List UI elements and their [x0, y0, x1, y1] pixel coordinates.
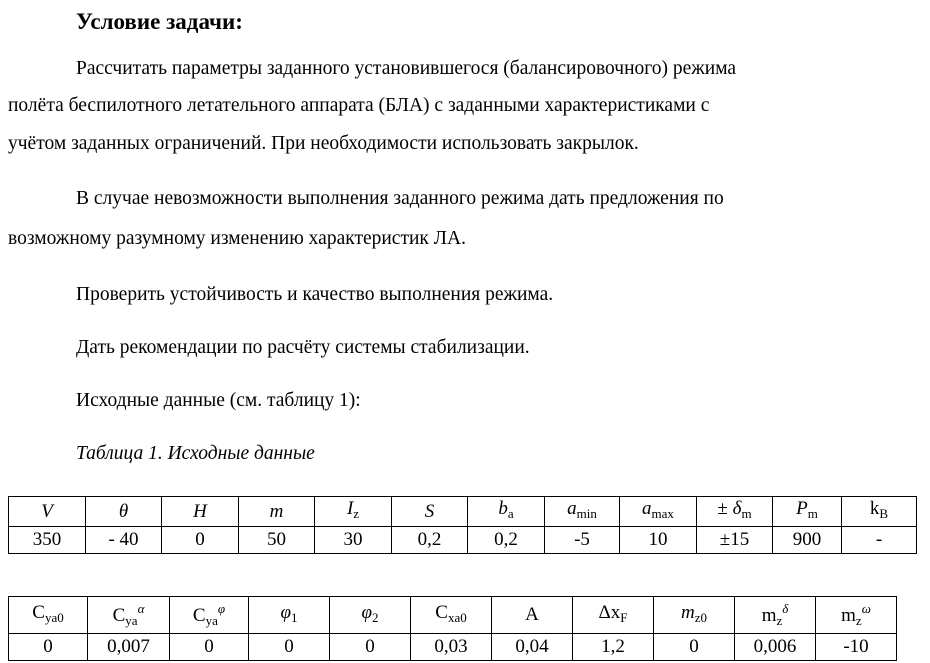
value-cell: 0,03 — [411, 634, 492, 661]
value-cell: -10 — [816, 634, 897, 661]
symbol-subscript: ya0 — [44, 609, 64, 625]
symbol: C — [112, 605, 126, 626]
paragraph-1-line-2: полёта беспилотного летательного аппарата (БЛА) с заданными характеристиками с — [8, 95, 710, 116]
value-cell: 10 — [620, 527, 697, 554]
symbol: θ — [118, 500, 129, 522]
value-cell: 0,2 — [468, 527, 545, 554]
paragraph-4: Дать рекомендации по расчёту системы стабилизации. — [76, 337, 530, 358]
symbol: a — [567, 498, 577, 519]
table-caption: Таблица 1. Исходные данные — [76, 443, 315, 464]
header-cell — [392, 497, 468, 527]
header-cell — [545, 497, 620, 527]
symbol-superscript: ω — [861, 601, 871, 616]
symbol-subscript: min — [576, 506, 597, 521]
input-data-table-2 — [8, 596, 897, 661]
header-cell — [411, 597, 492, 634]
value-cell: 0,006 — [735, 634, 816, 661]
header-cell — [573, 597, 654, 634]
header-cell — [9, 597, 88, 634]
header-cell — [239, 497, 315, 527]
paragraph-5: Исходные данные (см. таблицу 1): — [76, 390, 361, 411]
paragraph-1-line-1: Рассчитать параметры заданного установившегося (балансировочного) режима — [76, 58, 737, 79]
symbol: A — [525, 604, 539, 625]
symbol: S — [424, 500, 435, 522]
symbol-subscript: max — [651, 506, 674, 521]
value-cell: 0 — [9, 634, 88, 661]
symbol-subscript: z — [855, 613, 862, 628]
symbol: P — [796, 498, 808, 519]
header-cell — [654, 597, 735, 634]
value-cell: - — [842, 527, 917, 554]
symbol: C — [32, 601, 45, 623]
value-cell: - 40 — [86, 527, 162, 554]
header-cell — [842, 497, 917, 527]
header-cell — [468, 497, 545, 527]
symbol: φ — [361, 601, 372, 623]
header-cell — [330, 597, 411, 634]
header-cell — [249, 597, 330, 634]
symbol: m — [269, 500, 284, 522]
symbol-subscript: F — [620, 609, 628, 625]
value-cell: 0 — [170, 634, 249, 661]
value-cell: -5 — [545, 527, 620, 554]
header-cell — [492, 597, 573, 634]
paragraph-3: Проверить устойчивость и качество выполнения режима. — [76, 284, 554, 305]
value-cell: 50 — [239, 527, 315, 554]
symbol: m — [680, 601, 695, 623]
value-cell: 350 — [9, 527, 86, 554]
header-cell — [88, 597, 170, 634]
header-cell — [9, 497, 86, 527]
value-cell: 0 — [162, 527, 239, 554]
value-cell: ±15 — [697, 527, 773, 554]
header-cell — [162, 497, 239, 527]
symbol: δ — [732, 498, 742, 519]
symbol-subscript: 2 — [372, 609, 379, 625]
symbol-subscript: a — [507, 506, 514, 521]
symbol: H — [193, 500, 207, 522]
value-cell: 0 — [330, 634, 411, 661]
value-cell: 0,2 — [392, 527, 468, 554]
header-cell — [773, 497, 842, 527]
symbol: C — [435, 601, 448, 623]
symbol: a — [642, 498, 652, 519]
symbol: m — [761, 605, 777, 626]
paragraph-2-line-1: В случае невозможности выполнения заданного режима дать предложения по — [76, 188, 724, 209]
symbol-subscript: z0 — [694, 609, 707, 625]
symbol-subscript: xa0 — [447, 609, 467, 625]
symbol-subscript: 1 — [291, 609, 298, 625]
input-data-table-1 — [8, 496, 917, 554]
value-cell: 0,007 — [88, 634, 170, 661]
paragraph-1-line-3: учётом заданных ограничений. При необходимости использовать закрылок. — [8, 133, 639, 154]
symbol: Δx — [598, 601, 621, 623]
symbol-superscript: δ — [782, 601, 789, 616]
symbol-subscript: m — [741, 506, 752, 521]
table-2-value-row — [9, 634, 897, 661]
symbol: m — [841, 605, 856, 626]
table-1-value-row — [9, 527, 917, 554]
value-cell: 1,2 — [573, 634, 654, 661]
symbol: I — [346, 498, 354, 519]
paragraph-2-line-2: возможному разумному изменению характеристик ЛА. — [8, 228, 466, 249]
table-2-header-row — [9, 597, 897, 634]
symbol-prefix: ± — [717, 498, 733, 519]
symbol-superscript: α — [137, 601, 145, 616]
header-cell — [697, 497, 773, 527]
symbol-subscript: ya — [205, 613, 218, 628]
header-cell — [620, 497, 697, 527]
header-cell — [735, 597, 816, 634]
symbol: b — [498, 498, 508, 519]
table-1-header-row — [9, 497, 917, 527]
symbol: C — [192, 605, 206, 626]
value-cell: 0 — [654, 634, 735, 661]
symbol-subscript: z — [353, 506, 360, 521]
header-cell — [86, 497, 162, 527]
value-cell: 0 — [249, 634, 330, 661]
value-cell: 30 — [315, 527, 392, 554]
task-heading: Условие задачи: — [76, 9, 243, 34]
header-cell — [816, 597, 897, 634]
symbol-superscript: φ — [217, 601, 226, 616]
symbol: V — [41, 500, 53, 522]
symbol-subscript: ya — [125, 613, 138, 628]
header-cell — [170, 597, 249, 634]
value-cell: 900 — [773, 527, 842, 554]
symbol-subscript: B — [879, 506, 889, 521]
symbol: φ — [280, 601, 291, 623]
symbol: k — [869, 498, 880, 519]
symbol-subscript: m — [807, 506, 818, 521]
symbol-subscript: z — [776, 613, 783, 628]
header-cell — [315, 497, 392, 527]
value-cell: 0,04 — [492, 634, 573, 661]
